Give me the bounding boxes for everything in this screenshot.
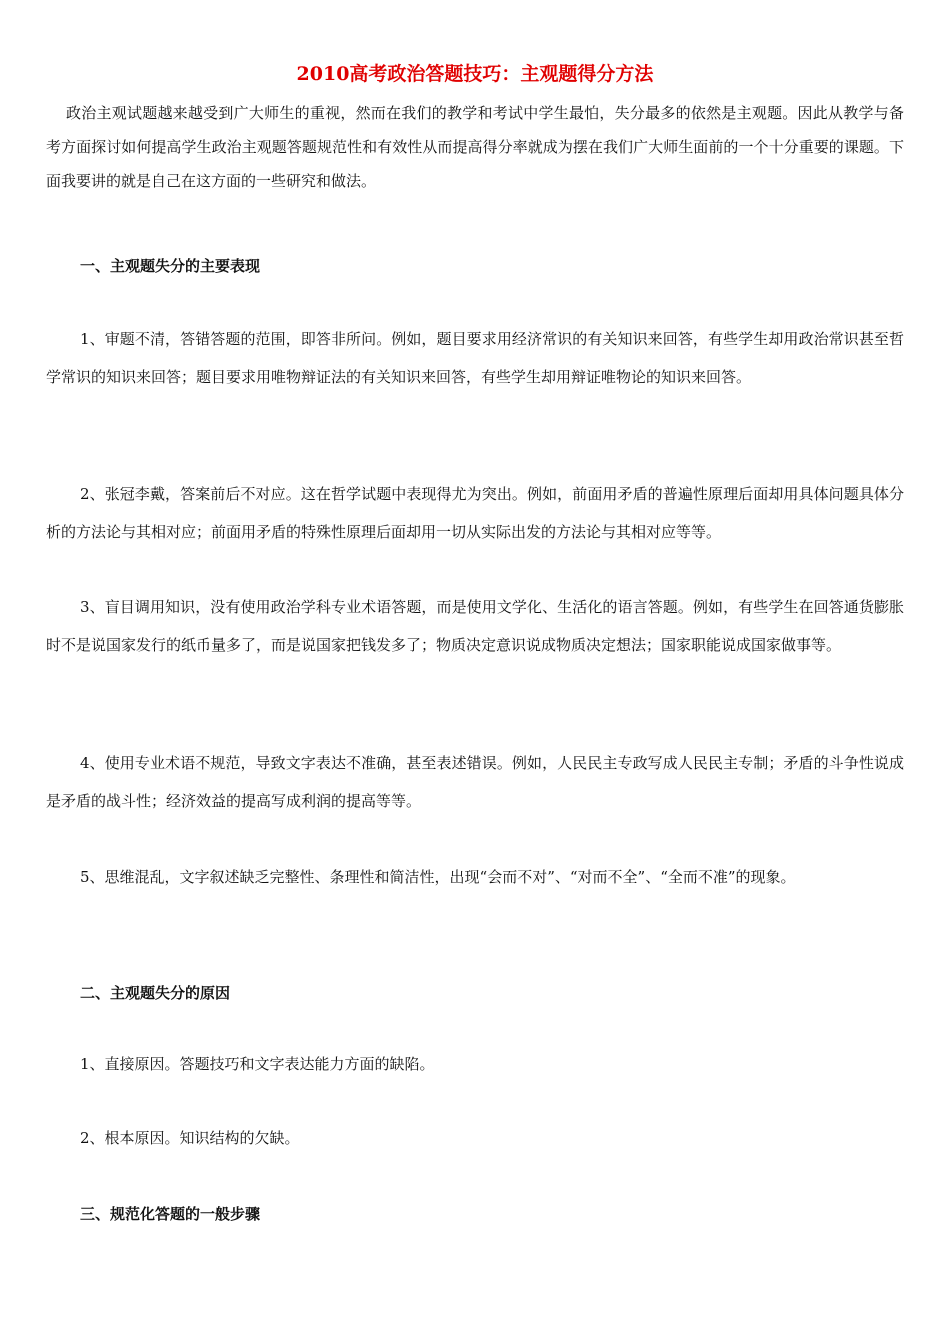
- section-1-item-2: 2、张冠李戴，答案前后不对应。这在哲学试题中表现得尤为突出。例如，前面用矛盾的普遍性原理后面却用具体问题具体分析的方法论与其相对应；前面用矛盾的特殊性原理后面却用一切从实际出发的方法论与其相对应等等。: [46, 485, 904, 541]
- section-1-item-5: 5、思维混乱，文字叙述缺乏完整性、条理性和简洁性，出现“会而不对”、“对而不全”、“全而不准”的现象。: [80, 868, 796, 886]
- section-1-heading: 一、主观题失分的主要表现: [80, 257, 261, 275]
- section-3-heading: 三、规范化答题的一般步骤: [80, 1205, 261, 1223]
- section-2-item-2: 2、根本原因。知识结构的欠缺。: [80, 1129, 300, 1147]
- document-title: 2010高考政治答题技巧：主观题得分方法: [296, 63, 654, 85]
- section-1-item-4: 4、使用专业术语不规范，导致文字表达不准确，甚至表述错误。例如，人民民主专政写成人民民主专制；矛盾的斗争性说成是矛盾的战斗性；经济效益的提高写成利润的提高等等。: [46, 754, 904, 810]
- section-2-heading: 二、主观题失分的原因: [80, 984, 231, 1002]
- section-1-item-1: 1、审题不清，答错答题的范围，即答非所问。例如，题目要求用经济常识的有关知识来回答，有些学生却用政治常识甚至哲学常识的知识来回答；题目要求用唯物辩证法的有关知识来回答，有些学生却用辩证唯物论的知识来回答。: [46, 330, 904, 386]
- section-2-item-1: 1、直接原因。答题技巧和文字表达能力方面的缺陷。: [80, 1055, 435, 1073]
- section-1-item-3: 3、盲目调用知识，没有使用政治学科专业术语答题，而是使用文学化、生活化的语言答题。例如，有些学生在回答通货膨胀时不是说国家发行的纸币量多了，而是说国家把钱发多了；物质决定意识说成物质决定想法；国家职能说成国家做事等。: [46, 598, 904, 654]
- intro-paragraph: 政治主观试题越来越受到广大师生的重视，然而在我们的教学和考试中学生最怕，失分最多的依然是主观题。因此从教学与备考方面探讨如何提高学生政治主观题答题规范性和有效性从而提高得分率就成为摆在我们广大师生面前的一个十分重要的课题。下面我要讲的就是自己在这方面的一些研究和做法。: [46, 104, 904, 190]
